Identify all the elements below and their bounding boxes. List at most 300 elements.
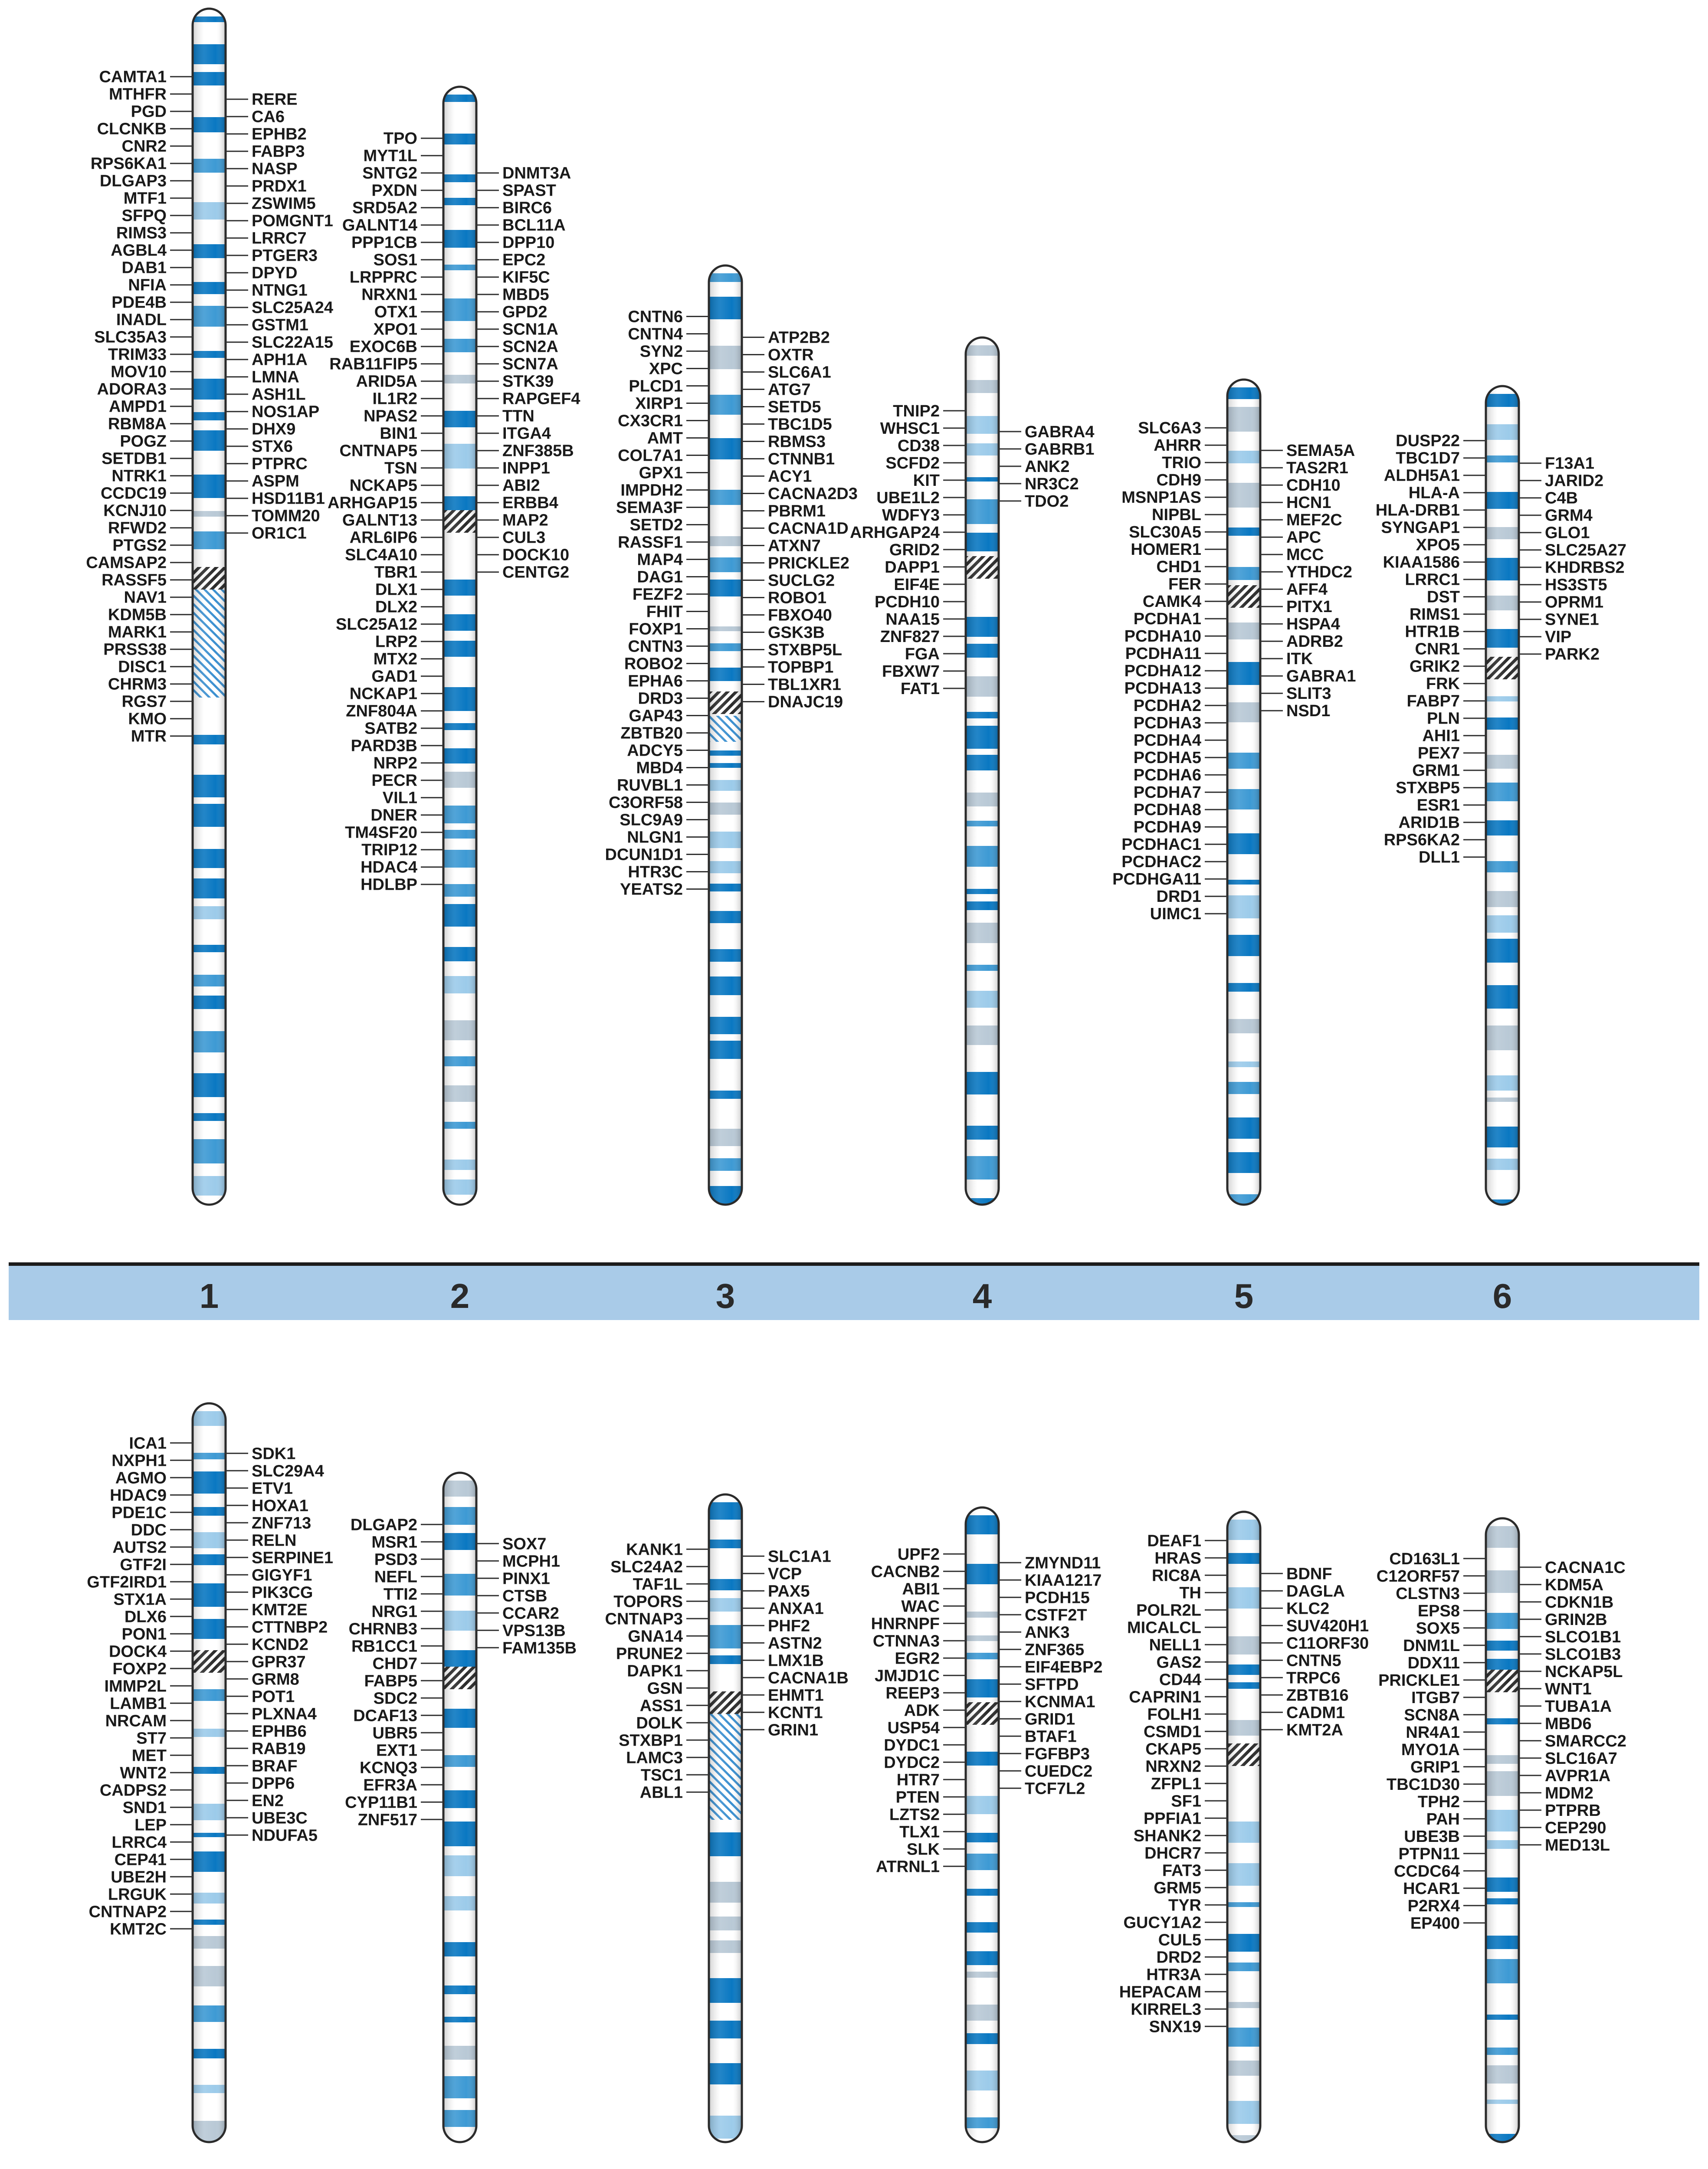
gene-label: MOV10 [111,363,167,381]
gene-label: RERE [252,90,298,109]
chromosome-10 [871,1507,1103,2142]
gene-label: GSN [647,1679,683,1698]
gene-label: PLXNA4 [252,1705,317,1723]
gene-label: ZNF517 [357,1811,417,1829]
gene-label: DLX2 [375,598,417,616]
gene-label: CHRNB3 [348,1620,417,1638]
gene-label: NR4A1 [1406,1723,1460,1742]
chromosome-6 [1376,386,1626,1205]
gene-label: DOLK [636,1714,683,1733]
gene-label: KIT [913,471,940,490]
gene-label: FAT1 [900,679,940,698]
gene-label: ANXA1 [768,1599,824,1618]
gene-label: HSD11B1 [252,489,325,508]
gene-label: TBC1D30 [1387,1775,1460,1794]
gene-label: CUEDC2 [1025,1762,1093,1781]
gene-label: HS3ST5 [1545,576,1607,594]
gene-label: CNTNAP2 [89,1903,167,1921]
gene-label: KCNJ10 [103,501,167,520]
gene-label: NPAS2 [364,407,417,426]
gene-label: IMMP2L [104,1677,167,1696]
gene-label: HTR3A [1146,1966,1201,1984]
gene-label: FABP7 [1406,692,1460,711]
gene-label: PECR [371,771,417,790]
gene-label: ETV1 [252,1479,293,1498]
chromosome-number: 3 [715,1277,735,1315]
gene-label: FAM135B [502,1639,577,1658]
gene-label: SOX7 [502,1535,547,1553]
gene-label: KMO [128,710,167,728]
gene-label: EXT1 [376,1741,417,1760]
gene-label: KCNMA1 [1025,1693,1095,1711]
gene-label: RIC8A [1151,1566,1201,1585]
gene-label: ARL6IP6 [349,528,417,547]
gene-label: PRSS38 [103,640,167,659]
gene-label: NCKAP5 [349,476,417,495]
gene-label: PEX7 [1417,744,1460,763]
row-1 [9,9,1699,1320]
gene-label: EHMT1 [768,1686,824,1705]
gene-label: PTPRC [252,455,308,473]
gene-label: XIRP1 [635,394,683,413]
gene-label: PTGER3 [252,246,318,265]
chromosome-1 [86,9,333,1205]
gene-label: CAMSAP2 [86,554,167,572]
chromosome-number: 2 [450,1277,470,1315]
gene-label: GRIN2B [1545,1610,1607,1629]
gene-label: MYT1L [363,147,417,165]
gene-label: PCDHA12 [1124,662,1201,681]
gene-label: MET [131,1746,167,1765]
gene-label: STK39 [502,372,554,391]
gene-label: SLCO1B3 [1545,1645,1621,1664]
gene-label: PIK3CG [252,1583,313,1602]
gene-label: SLC6A3 [1138,419,1201,438]
gene-label: DOCK4 [108,1642,167,1661]
gene-label: TBC1D5 [768,415,832,434]
gene-label: CSMD1 [1143,1723,1201,1741]
gene-label: CD163L1 [1389,1550,1460,1568]
gene-label: GPX1 [639,464,683,482]
gene-label: ERBB4 [502,494,558,512]
gene-label: KANK1 [626,1540,683,1559]
gene-label: TOMM20 [252,507,320,525]
gene-label: AGBL4 [111,241,167,260]
gene-label: XPO5 [1416,536,1460,554]
gene-label: SYNE1 [1545,610,1599,629]
gene-label: GPD2 [502,303,547,321]
gene-label: SPAST [502,181,556,200]
gene-label: AMT [647,429,683,448]
gene-label: NCKAP5L [1545,1662,1623,1681]
gene-label: APC [1286,528,1321,547]
gene-label: NIPBL [1152,506,1201,524]
gene-label: LRRC7 [252,229,307,248]
chromosome-9 [605,1494,849,2142]
chromosome-2 [328,87,580,1205]
gene-label: CTSB [502,1587,547,1605]
gene-label: PCDHA10 [1124,627,1201,646]
gene-label: JMJD1C [875,1667,940,1685]
gene-label: KCND2 [252,1635,308,1654]
gene-label: FOLH1 [1147,1705,1201,1724]
gene-label: LRP2 [375,632,417,651]
gene-label: PRUNE2 [616,1645,683,1663]
gene-label: BRAF [252,1757,298,1776]
gene-label: UBE2H [111,1868,167,1887]
gene-label: UIMC1 [1150,905,1201,924]
gene-label: DNER [370,806,417,825]
gene-label: DCAF13 [353,1707,417,1725]
gene-label: OR1C1 [252,524,307,543]
gene-label: CACNA2D3 [768,485,858,503]
gene-label: EIF4E [894,575,940,594]
chromosome-7 [87,1403,333,2143]
gene-label: FGFBP3 [1025,1745,1090,1763]
gene-label: ZMYND11 [1025,1554,1101,1573]
gene-label: DLGAP2 [350,1516,417,1534]
gene-label: PTPN11 [1398,1845,1460,1863]
gene-label: AVPR1A [1545,1766,1611,1785]
gene-label: ARID1B [1398,813,1460,832]
gene-label: SLC6A1 [768,363,831,382]
gene-label: NELL1 [1149,1636,1201,1655]
gene-label: GRM5 [1154,1879,1201,1897]
gene-label: SCN7A [502,355,558,374]
gene-label: PON1 [121,1625,167,1644]
gene-label: EXOC6B [349,337,417,356]
gene-label: NAV1 [124,588,167,607]
gene-label: UBE3C [252,1809,308,1828]
gene-label: LZTS2 [889,1805,940,1824]
gene-label: CKAP5 [1145,1740,1201,1759]
gene-label: NSD1 [1286,702,1331,721]
gene-label: SLC25A24 [252,298,333,317]
gene-label: LRRC4 [111,1833,167,1852]
gene-label: STXBP1 [619,1731,683,1750]
gene-label: DRD3 [638,689,683,708]
gene-label: AUTS2 [112,1538,167,1557]
gene-label: PCDHAC1 [1121,835,1201,854]
gene-label: OTX1 [374,303,417,321]
gene-label: HDAC9 [110,1486,167,1505]
gene-label: PARK2 [1545,645,1600,664]
gene-label: SCN1A [502,320,558,339]
gene-label: RIMS1 [1409,605,1460,624]
gene-label: MTR [131,727,167,746]
gene-label: PRICKLE1 [1378,1671,1460,1690]
gene-label: EPHB2 [252,125,307,144]
gene-label: CACNA1D [768,519,849,538]
gene-label: GIGYF1 [252,1566,312,1585]
gene-label: PDE1C [111,1504,167,1522]
gene-label: CNTNAP3 [605,1610,683,1628]
gene-label: PCDHA7 [1133,783,1201,802]
gene-label: FRK [1426,675,1460,693]
gene-label: FHIT [646,603,683,621]
gene-label: EFR3A [363,1776,417,1795]
gene-label: DYDC1 [884,1736,940,1755]
gene-label: SLC30A5 [1129,523,1201,542]
gene-label: HDLBP [361,875,417,894]
gene-label: SF1 [1171,1792,1201,1811]
gene-label: ITK [1286,650,1313,668]
gene-label: REEP3 [885,1684,940,1703]
gene-label: SLCO1B1 [1545,1628,1621,1646]
gene-label: SERPINE1 [252,1549,333,1567]
gene-label: PAX5 [768,1582,810,1601]
gene-label: WNT2 [120,1764,167,1782]
gene-label: NTRK1 [111,467,167,485]
gene-label: KMT2E [252,1601,308,1619]
gene-label: C11ORF30 [1286,1634,1369,1653]
gene-label: RAPGEF4 [502,390,580,408]
gene-label: ATP2B2 [768,328,830,347]
gene-label: VPS13B [502,1622,566,1640]
gene-label: KCNT1 [768,1704,823,1722]
gene-label: PCDHA11 [1125,645,1201,663]
gene-label: GTF2IRD1 [87,1573,167,1592]
gene-label: SLC29A4 [252,1462,324,1481]
gene-label: DNM1L [1403,1636,1460,1655]
gene-label: HOMER1 [1131,541,1201,559]
gene-label: APH1A [252,351,308,369]
gene-label: CD38 [897,436,940,455]
gene-label: CCDC19 [100,484,167,503]
gene-label: RBMS3 [768,432,826,451]
gene-label: FABP5 [364,1672,417,1691]
gene-label: GALNT14 [342,216,417,235]
gene-label: GABRB1 [1025,440,1095,459]
gene-label: LRGUK [108,1885,167,1904]
gene-label: BDNF [1286,1565,1332,1583]
gene-label: TAS2R1 [1286,459,1348,478]
gene-label: GLO1 [1545,524,1590,542]
gene-label: ATRNL1 [875,1858,940,1876]
gene-label: NR3C2 [1025,475,1079,493]
gene-label: PXDN [371,181,417,200]
gene-label: STX6 [252,437,293,456]
gene-label: POGZ [120,432,167,451]
gene-label: CACNA1C [1545,1558,1626,1577]
gene-label: PCDHA9 [1133,818,1201,837]
gene-label: GUCY1A2 [1123,1913,1201,1932]
gene-label: PTEN [895,1788,940,1807]
gene-label: PHF2 [768,1617,810,1635]
gene-label: HDAC4 [361,858,417,877]
gene-label: SLC16A7 [1545,1749,1617,1768]
gene-label: SOS1 [373,251,417,269]
gene-label: COL7A1 [618,446,683,465]
gene-label: NRCAM [105,1712,167,1730]
gene-label: ABL1 [639,1783,683,1802]
gene-label: EIF4EBP2 [1025,1658,1103,1677]
gene-label: RBM8A [108,415,167,433]
gene-label: ASPM [252,472,299,491]
gene-label: VIP [1545,628,1572,646]
gene-label: PSD3 [374,1550,417,1569]
gene-label: DEAF1 [1147,1532,1201,1550]
gene-label: ESR1 [1416,796,1460,815]
gene-label: XPO1 [373,320,417,339]
gene-label: EPC2 [502,251,546,269]
gene-label: AHRR [1154,436,1201,455]
gene-label: ITGB7 [1411,1688,1460,1707]
gene-label: FABP3 [252,142,305,161]
gene-label: TBL1XR1 [768,675,841,694]
gene-label: PPFIA1 [1143,1809,1201,1828]
gene-label: DLL1 [1419,848,1460,867]
gene-label: DUSP22 [1396,432,1460,450]
gene-label: PRDX1 [252,177,307,196]
gene-label: LEP [134,1816,167,1835]
gene-label: MDM2 [1545,1784,1593,1802]
gene-label: ALDH5A1 [1383,466,1460,485]
gene-label: KIF5C [502,268,550,287]
gene-label: GRIN1 [768,1721,819,1740]
gene-label: PTGS2 [112,536,167,555]
gene-label: FBXO40 [768,606,832,625]
gene-label: CEP290 [1545,1818,1606,1837]
gene-label: DHCR7 [1144,1844,1201,1863]
gene-label: OXTR [768,346,814,364]
gene-label: MAP4 [637,550,683,569]
gene-label: NCKAP1 [349,685,417,703]
gene-label: SNX19 [1149,2018,1201,2036]
gene-label: ANK2 [1025,457,1070,476]
gene-label: HTR7 [896,1771,940,1789]
gene-label: HOXA1 [252,1497,308,1515]
gene-label: ATG7 [768,380,811,399]
gene-label: ZNF385B [502,442,574,460]
gene-label: F13A1 [1545,454,1595,473]
gene-label: INPP1 [502,459,550,478]
gene-label: ABI2 [502,476,540,495]
gene-label: DDX11 [1407,1654,1460,1672]
chromosome-3 [605,265,858,1209]
gene-label: RPS6KA2 [1383,831,1460,849]
gene-label: LMNA [252,368,299,387]
gene-label: ROBO2 [624,655,683,673]
gene-label: ZSWIM5 [252,194,316,213]
gene-label: MSR1 [371,1533,417,1552]
gene-label: SHANK2 [1133,1827,1201,1845]
gene-label: SUCLG2 [768,571,835,590]
gene-label: ST7 [136,1729,167,1748]
gene-label: CAMTA1 [99,68,167,86]
gene-label: KMT2C [110,1920,167,1939]
gene-label: NLGN1 [627,828,683,847]
gene-label: GALNT13 [342,511,417,530]
gene-label: MYO1A [1401,1740,1460,1759]
gene-label: DRD2 [1156,1948,1201,1967]
gene-label: TTI2 [383,1585,417,1604]
gene-label: MICALCL [1127,1619,1201,1637]
gene-label: PCDHA5 [1133,749,1201,767]
gene-label: ZNF365 [1025,1641,1085,1659]
gene-label: ZNF713 [252,1514,311,1533]
gene-label: BIRC6 [502,199,552,217]
gene-label: ZNF804A [346,702,417,721]
gene-label: GPR37 [252,1653,306,1671]
gene-label: GRIK2 [1409,657,1460,676]
gene-label: TRIP12 [361,841,417,859]
gene-label: HEPACAM [1119,1983,1201,2002]
gene-label: CDH9 [1156,471,1201,490]
gene-label: HTR1B [1405,623,1460,641]
gene-label: NXPH1 [111,1451,167,1470]
gene-label: C12ORF57 [1376,1567,1460,1586]
gene-label: MTF1 [123,189,167,208]
gene-label: DOCK10 [502,546,570,564]
gene-label: NEFL [374,1568,417,1586]
gene-label: SLC22A15 [252,333,333,352]
gene-label: ADORA3 [97,380,167,399]
gene-label: HCN1 [1286,494,1331,512]
gene-label: NFIA [128,276,167,295]
gene-label: CADPS2 [99,1781,167,1800]
gene-label: GRM8 [252,1670,299,1689]
gene-label: GRIP1 [1410,1758,1460,1776]
gene-label: CHD1 [1156,558,1201,577]
gene-label: TH [1179,1584,1201,1602]
gene-label: C3ORF58 [608,793,683,812]
gene-label: ANK3 [1025,1623,1070,1642]
gene-label: EN2 [252,1792,284,1810]
gene-label: CTNNA3 [872,1632,940,1651]
gene-label: PCDH15 [1025,1589,1090,1607]
gene-label: KIAA1586 [1383,553,1460,572]
gene-label: GSK3B [768,623,825,642]
gene-label: ITGA4 [502,424,551,443]
gene-label: NDUFA5 [252,1826,318,1845]
gene-label: TPO [383,129,417,148]
gene-label: SEMA3F [616,498,683,517]
gene-label: CNTN5 [1286,1651,1341,1670]
gene-label: LRPPRC [349,268,417,287]
gene-label: TLX1 [899,1823,940,1841]
gene-label: PCDHA13 [1124,679,1201,698]
gene-label: ARID5A [356,372,417,391]
gene-label: USP54 [887,1719,940,1737]
gene-label: EPS8 [1417,1602,1460,1620]
gene-label: KLC2 [1286,1599,1330,1618]
gene-label: PLCD1 [629,377,683,396]
gene-label: TSC1 [640,1766,683,1785]
gene-label: SMARCC2 [1545,1732,1626,1750]
gene-label: TYR [1168,1896,1201,1915]
gene-label: SCN2A [502,337,558,356]
gene-label: NRXN2 [1145,1757,1201,1776]
gene-label: GAS2 [1156,1653,1201,1672]
gene-label: KDM5A [1545,1576,1604,1594]
gene-label: SFPQ [121,206,167,225]
gene-label: CHD7 [372,1655,417,1673]
gene-label: PAH [1426,1810,1460,1828]
gene-label: MED13L [1545,1836,1610,1854]
gene-label: CENTG2 [502,563,570,582]
gene-label: RIMS3 [116,224,167,242]
gene-label: TCF7L2 [1025,1779,1085,1798]
gene-label: AHI1 [1422,727,1460,745]
gene-label: PCDHGA11 [1112,870,1201,889]
gene-label: MAP2 [502,511,548,530]
gene-label: CNTNAP5 [339,442,417,460]
gene-label: CHRM3 [108,675,167,694]
gene-label: CLSTN3 [1396,1584,1460,1603]
gene-label: DISC1 [118,658,167,676]
gene-label: GAD1 [371,667,417,686]
